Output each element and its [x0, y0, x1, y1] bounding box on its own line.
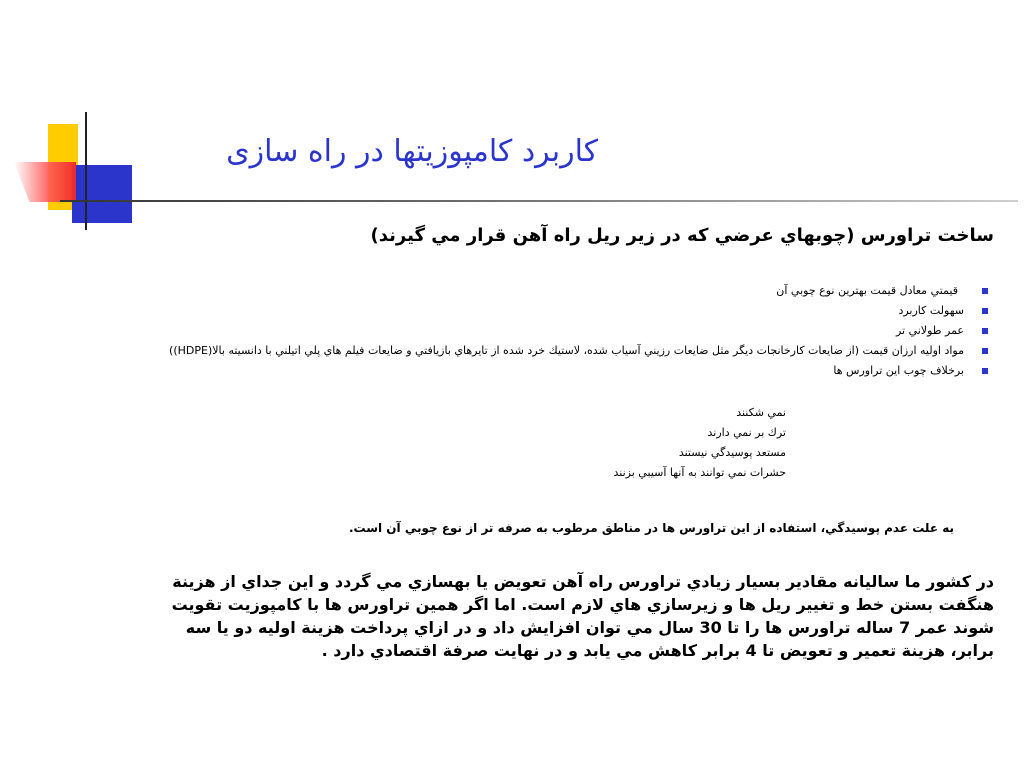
body-paragraph: در كشور ما ساليانه مقادير بسيار زيادي تراورس راه آهن تعويض يا بهسازي مي گردد و اين جداي از هزينة هنگفت بستن خط و تغيير ريل ها و زيرسازي هاي لازم است. اما اگر همين تراورس ها با كامپوزيت تقويت شوند عمر 7 ساله تراورس ها را تا 30 سال مي توان افزايش داد و در ازاي پرداخت هزينة اوليه دو يا سه برابر، هزينة تعمير و تعويض تا 4 برابر كاهش مي يابد و در نهايت صرفة اقتصادي دارد . — [171, 572, 994, 660]
section-heading: ساخت تراورس (چوبهاي عرضي كه در زير ريل راه آهن قرار مي گيرند) — [370, 225, 994, 246]
square-bullet-icon — [982, 368, 988, 374]
list-item: مواد اوليه ارزان قيمت (از ضايعات كارخانجات ديگر مثل ضايعات رزيني آسياب شده، لاستيك خرد شده از تايرهاي بازيافتي و ضايعات فيلم هاي پلي اتيلني با دانسيته بالا(HDPE)) — [144, 343, 964, 358]
sub-list-item: نمي شكنند — [736, 406, 786, 419]
sub-list-item: مستعد پوسيدگي نيستند — [678, 446, 786, 459]
sub-list-item: حشرات نمي توانند به آنها آسيبي بزنند — [613, 466, 786, 479]
logo-blue-square — [72, 165, 132, 223]
logo-red-shape — [14, 162, 76, 202]
square-bullet-icon — [982, 348, 988, 354]
sub-list-item: ترك بر نمي دارند — [707, 426, 786, 439]
square-bullet-icon — [982, 328, 988, 334]
list-item: سهولت كاربرد — [144, 303, 964, 318]
feature-list — [144, 283, 964, 383]
logo-vertical-line — [85, 112, 87, 230]
square-bullet-icon — [982, 288, 988, 294]
reason-text: به علت عدم پوسيدگي، استفاده از اين تراورس ها در مناطق مرطوب به صرفه تر از نوع چوبي آن است. — [348, 521, 954, 535]
title-divider-line — [60, 200, 1018, 202]
list-item: قيمتي معادل قيمت بهترين نوع چوبي آن — [144, 283, 964, 298]
list-item: عمر طولاني تر — [144, 323, 964, 338]
list-item: برخلاف چوب اين تراورس ها — [144, 363, 964, 378]
slide-title: کاربرد کامپوزيتها در راه سازی — [226, 134, 598, 169]
square-bullet-icon — [982, 308, 988, 314]
sub-list — [366, 403, 786, 483]
